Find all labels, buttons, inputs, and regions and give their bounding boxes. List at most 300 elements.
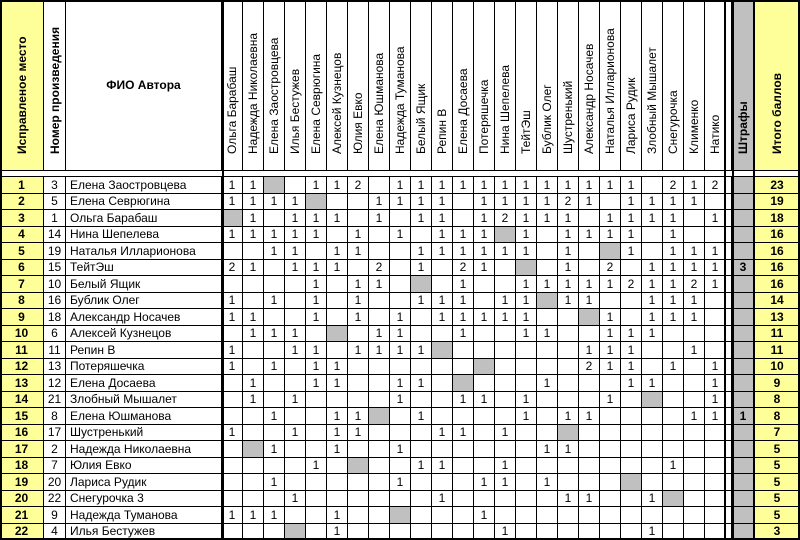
row-number: 15 — [44, 260, 66, 277]
score-cell — [621, 441, 642, 458]
score-cell: 1 — [306, 359, 327, 376]
header-judge — [705, 0, 726, 171]
score-cell: 1 — [663, 276, 684, 293]
score-cell — [222, 326, 243, 343]
score-cell: 1 — [453, 227, 474, 244]
header-judge — [432, 0, 453, 171]
row-number: 20 — [44, 474, 66, 491]
row-number: 7 — [44, 458, 66, 475]
score-cell: 1 — [411, 375, 432, 392]
score-cell: 2 — [579, 359, 600, 376]
score-cell — [642, 474, 663, 491]
score-cell — [453, 507, 474, 524]
score-cell — [600, 293, 621, 310]
score-cell — [390, 260, 411, 277]
score-cell: 1 — [348, 243, 369, 260]
score-cell — [663, 441, 684, 458]
score-cell — [306, 408, 327, 425]
score-cell — [558, 326, 579, 343]
row-author: Ольга Барабаш — [66, 210, 222, 227]
score-cell: 1 — [264, 408, 285, 425]
row-author: Александр Носачев — [66, 309, 222, 326]
score-cell — [285, 293, 306, 310]
score-cell — [684, 210, 705, 227]
score-cell: 1 — [264, 227, 285, 244]
score-cell: 1 — [222, 309, 243, 326]
score-cell: 1 — [432, 210, 453, 227]
row-author: Надежда Николаевна — [66, 441, 222, 458]
row-number: 11 — [44, 342, 66, 359]
score-cell: 1 — [222, 177, 243, 194]
score-cell — [243, 342, 264, 359]
score-cell — [663, 392, 684, 409]
row-penalty — [732, 210, 755, 227]
score-cell — [285, 276, 306, 293]
score-cell — [495, 359, 516, 376]
score-cell — [306, 326, 327, 343]
score-cell — [579, 458, 600, 475]
score-cell: 1 — [264, 474, 285, 491]
score-cell — [684, 359, 705, 376]
header-judge-label: Александр Носачев — [582, 43, 596, 154]
self-vote-cell — [264, 177, 285, 194]
score-cell — [621, 408, 642, 425]
score-cell — [495, 375, 516, 392]
self-vote-cell — [558, 425, 579, 442]
score-cell — [537, 359, 558, 376]
row-number: 16 — [44, 293, 66, 310]
score-cell: 1 — [579, 408, 600, 425]
score-cell: 1 — [411, 210, 432, 227]
header-judge — [285, 0, 306, 171]
score-cell: 1 — [537, 194, 558, 211]
header-judge-label: Елена Севрюгина — [309, 53, 323, 154]
header-total-label: Итого баллов — [770, 72, 784, 154]
score-cell: 1 — [222, 425, 243, 442]
score-cell: 1 — [579, 342, 600, 359]
score-cell: 1 — [411, 260, 432, 277]
row-number: 10 — [44, 276, 66, 293]
header-judge-label: Репин В — [435, 108, 449, 154]
score-cell — [369, 227, 390, 244]
row-total: 11 — [755, 342, 800, 359]
header-judge — [474, 0, 495, 171]
score-cell: 1 — [327, 524, 348, 540]
score-cell — [369, 524, 390, 540]
score-cell — [348, 359, 369, 376]
score-cell: 1 — [390, 342, 411, 359]
score-cell: 1 — [579, 276, 600, 293]
score-cell — [705, 227, 726, 244]
score-cell — [411, 474, 432, 491]
self-vote-cell — [474, 359, 495, 376]
score-cell: 1 — [327, 359, 348, 376]
score-cell: 1 — [327, 375, 348, 392]
score-cell: 1 — [495, 425, 516, 442]
score-cell: 1 — [495, 243, 516, 260]
score-cell: 1 — [348, 227, 369, 244]
score-cell: 1 — [516, 210, 537, 227]
score-cell — [705, 458, 726, 475]
score-cell: 1 — [642, 293, 663, 310]
score-cell — [453, 458, 474, 475]
score-cell — [516, 441, 537, 458]
header-judge-label: Елена Досаева — [456, 68, 470, 154]
row-place: 19 — [0, 474, 44, 491]
score-cell: 2 — [348, 177, 369, 194]
score-cell: 2 — [600, 260, 621, 277]
header-judge-label: Ольга Барабаш — [225, 66, 239, 154]
score-cell — [537, 260, 558, 277]
row-total: 16 — [755, 260, 800, 277]
score-cell: 1 — [306, 293, 327, 310]
score-cell: 2 — [621, 276, 642, 293]
score-cell: 2 — [222, 260, 243, 277]
row-total: 3 — [755, 524, 800, 540]
score-cell — [411, 507, 432, 524]
score-cell — [705, 524, 726, 540]
score-cell — [705, 491, 726, 508]
score-cell — [558, 458, 579, 475]
score-cell: 1 — [621, 177, 642, 194]
row-penalty — [732, 507, 755, 524]
score-cell — [621, 425, 642, 442]
row-number: 17 — [44, 425, 66, 442]
score-cell — [516, 491, 537, 508]
score-cell — [432, 524, 453, 540]
score-cell — [621, 524, 642, 540]
score-cell: 1 — [516, 326, 537, 343]
row-penalty — [732, 392, 755, 409]
score-cell — [327, 342, 348, 359]
self-vote-cell — [306, 194, 327, 211]
row-number: 4 — [44, 524, 66, 540]
score-cell: 1 — [558, 293, 579, 310]
score-cell: 1 — [684, 260, 705, 277]
score-cell: 1 — [411, 194, 432, 211]
header-judge — [243, 0, 264, 171]
score-cell — [537, 408, 558, 425]
score-cell — [327, 194, 348, 211]
score-cell — [390, 243, 411, 260]
score-cell: 1 — [306, 260, 327, 277]
score-cell: 1 — [306, 227, 327, 244]
score-cell — [306, 243, 327, 260]
score-cell — [621, 507, 642, 524]
score-cell — [579, 392, 600, 409]
row-author: Елена Досаева — [66, 375, 222, 392]
score-cell — [285, 177, 306, 194]
score-cell: 1 — [327, 408, 348, 425]
row-place: 20 — [0, 491, 44, 508]
score-cell: 1 — [285, 210, 306, 227]
header-judge-label: Снегурочка — [666, 90, 680, 154]
header-judge — [558, 0, 579, 171]
score-cell: 1 — [390, 309, 411, 326]
score-cell — [264, 342, 285, 359]
score-cell — [621, 491, 642, 508]
self-vote-cell — [579, 309, 600, 326]
score-cell — [684, 441, 705, 458]
row-total: 5 — [755, 474, 800, 491]
score-cell: 1 — [285, 227, 306, 244]
score-cell: 1 — [243, 210, 264, 227]
row-penalty — [732, 194, 755, 211]
score-cell: 1 — [306, 276, 327, 293]
score-cell: 1 — [222, 359, 243, 376]
header-judge — [684, 0, 705, 171]
score-cell: 1 — [285, 425, 306, 442]
score-cell — [663, 507, 684, 524]
score-cell: 1 — [621, 243, 642, 260]
score-cell: 1 — [600, 359, 621, 376]
score-cell: 1 — [369, 326, 390, 343]
row-number: 21 — [44, 392, 66, 409]
score-cell: 1 — [558, 243, 579, 260]
score-cell — [348, 210, 369, 227]
score-cell — [537, 425, 558, 442]
score-cell: 1 — [348, 276, 369, 293]
score-cell: 1 — [264, 194, 285, 211]
row-total: 16 — [755, 243, 800, 260]
score-cell: 1 — [285, 194, 306, 211]
score-cell: 2 — [558, 194, 579, 211]
score-cell — [621, 260, 642, 277]
score-cell: 1 — [516, 177, 537, 194]
score-cell — [558, 507, 579, 524]
row-place: 18 — [0, 458, 44, 475]
score-cell — [558, 375, 579, 392]
score-cell — [705, 326, 726, 343]
score-cell: 1 — [558, 276, 579, 293]
score-cell — [390, 276, 411, 293]
score-cell — [306, 507, 327, 524]
score-cell — [432, 276, 453, 293]
score-cell — [327, 293, 348, 310]
score-cell — [453, 210, 474, 227]
score-cell: 1 — [621, 194, 642, 211]
header-total — [755, 0, 800, 171]
score-cell: 1 — [663, 458, 684, 475]
row-penalty: 3 — [732, 260, 755, 277]
score-cell — [684, 491, 705, 508]
score-cell — [432, 326, 453, 343]
row-place: 3 — [0, 210, 44, 227]
self-vote-cell — [495, 227, 516, 244]
score-cell: 2 — [369, 260, 390, 277]
score-cell: 1 — [264, 507, 285, 524]
score-cell — [390, 458, 411, 475]
score-cell — [243, 458, 264, 475]
score-cell — [306, 392, 327, 409]
score-cell — [537, 458, 558, 475]
row-total: 10 — [755, 359, 800, 376]
score-cell: 1 — [642, 194, 663, 211]
score-cell: 1 — [411, 293, 432, 310]
score-cell: 1 — [390, 227, 411, 244]
score-cell — [369, 474, 390, 491]
score-cell: 1 — [705, 276, 726, 293]
row-author: Елена Заостровцева — [66, 177, 222, 194]
score-cell — [306, 474, 327, 491]
score-cell — [558, 474, 579, 491]
score-cell: 1 — [684, 194, 705, 211]
row-author: Наталья Илларионова — [66, 243, 222, 260]
score-cell — [348, 194, 369, 211]
score-cell: 1 — [369, 276, 390, 293]
score-cell — [663, 326, 684, 343]
score-cell — [348, 392, 369, 409]
row-penalty — [732, 524, 755, 540]
score-cell — [369, 507, 390, 524]
score-cell — [642, 243, 663, 260]
row-author: Шустренький — [66, 425, 222, 442]
score-cell — [285, 507, 306, 524]
header-judge — [390, 0, 411, 171]
row-penalty — [732, 309, 755, 326]
score-cell: 1 — [474, 474, 495, 491]
header-judge-label: Бублик Олег — [540, 84, 554, 154]
score-cell: 1 — [411, 342, 432, 359]
header-judge — [663, 0, 684, 171]
score-cell — [495, 507, 516, 524]
header-judge-label: Юлия Евко — [351, 92, 365, 154]
row-number: 1 — [44, 210, 66, 227]
header-judge-label: Илья Бестужев — [288, 68, 302, 154]
header-judge — [222, 0, 243, 171]
score-cell — [642, 458, 663, 475]
score-cell — [663, 474, 684, 491]
score-cell — [600, 491, 621, 508]
header-author: ФИО Автора — [66, 0, 222, 171]
score-cell — [411, 359, 432, 376]
header-judge-label: Потеряшечка — [477, 79, 491, 154]
score-cell: 1 — [411, 243, 432, 260]
score-cell — [495, 441, 516, 458]
row-number: 13 — [44, 359, 66, 376]
score-cell: 1 — [222, 342, 243, 359]
score-cell: 1 — [495, 194, 516, 211]
score-cell: 1 — [453, 326, 474, 343]
header-number-label: Номер произведения — [47, 26, 62, 154]
score-cell — [390, 210, 411, 227]
row-total: 18 — [755, 210, 800, 227]
score-cell: 2 — [684, 276, 705, 293]
score-cell — [348, 507, 369, 524]
score-cell: 1 — [705, 260, 726, 277]
score-cell: 1 — [243, 326, 264, 343]
score-cell: 1 — [705, 210, 726, 227]
row-author: Белый Ящик — [66, 276, 222, 293]
score-cell — [390, 408, 411, 425]
score-cell — [390, 425, 411, 442]
score-cell — [285, 441, 306, 458]
score-cell: 1 — [285, 491, 306, 508]
score-cell — [432, 260, 453, 277]
score-cell: 1 — [432, 309, 453, 326]
score-cell — [411, 392, 432, 409]
score-cell: 1 — [285, 260, 306, 277]
row-place: 11 — [0, 342, 44, 359]
score-cell: 1 — [432, 177, 453, 194]
score-cell — [579, 474, 600, 491]
score-cell — [537, 342, 558, 359]
header-place — [0, 0, 44, 171]
score-cell — [369, 243, 390, 260]
score-cell: 1 — [243, 227, 264, 244]
row-place: 7 — [0, 276, 44, 293]
row-total: 5 — [755, 441, 800, 458]
score-cell — [222, 441, 243, 458]
score-cell — [285, 458, 306, 475]
score-cell — [264, 392, 285, 409]
score-cell: 1 — [390, 392, 411, 409]
score-cell — [264, 375, 285, 392]
score-cell: 1 — [600, 210, 621, 227]
score-cell: 1 — [264, 359, 285, 376]
score-cell: 1 — [516, 243, 537, 260]
score-cell — [243, 293, 264, 310]
score-cell — [264, 276, 285, 293]
score-cell — [453, 474, 474, 491]
row-author: Елена Юшманова — [66, 408, 222, 425]
score-cell: 1 — [537, 210, 558, 227]
score-cell — [222, 276, 243, 293]
score-cell: 1 — [222, 293, 243, 310]
score-cell: 1 — [432, 227, 453, 244]
header-judge — [579, 0, 600, 171]
header-judge — [348, 0, 369, 171]
row-place: 16 — [0, 425, 44, 442]
header-judge-label: Елена Юшманова — [372, 52, 386, 154]
score-cell: 1 — [453, 243, 474, 260]
score-cell — [558, 359, 579, 376]
score-cell: 1 — [600, 326, 621, 343]
score-cell — [495, 260, 516, 277]
score-cell — [600, 408, 621, 425]
header-judge-label: Клименко — [687, 99, 701, 154]
row-number: 19 — [44, 243, 66, 260]
score-cell — [537, 243, 558, 260]
score-cell: 1 — [600, 342, 621, 359]
score-cell — [369, 458, 390, 475]
header-judge — [411, 0, 432, 171]
score-cell: 1 — [390, 375, 411, 392]
header-judge-label: Надежда Туманова — [393, 46, 407, 154]
self-vote-cell — [243, 441, 264, 458]
row-number: 3 — [44, 177, 66, 194]
score-cell: 1 — [411, 458, 432, 475]
score-cell: 1 — [642, 210, 663, 227]
self-vote-cell — [621, 474, 642, 491]
score-cell: 1 — [558, 441, 579, 458]
score-cell — [600, 524, 621, 540]
score-cell — [705, 474, 726, 491]
score-cell: 1 — [348, 309, 369, 326]
self-vote-cell — [600, 243, 621, 260]
row-total: 16 — [755, 276, 800, 293]
score-cell — [264, 524, 285, 540]
score-cell: 1 — [642, 309, 663, 326]
score-cell: 1 — [495, 309, 516, 326]
score-cell — [705, 293, 726, 310]
header-judge-label: Злобный Мышалет — [645, 47, 659, 154]
header-judge — [537, 0, 558, 171]
score-cell: 1 — [432, 243, 453, 260]
header-judge-label: Елена Заостровцева — [267, 37, 281, 154]
score-cell — [474, 441, 495, 458]
row-penalty — [732, 326, 755, 343]
